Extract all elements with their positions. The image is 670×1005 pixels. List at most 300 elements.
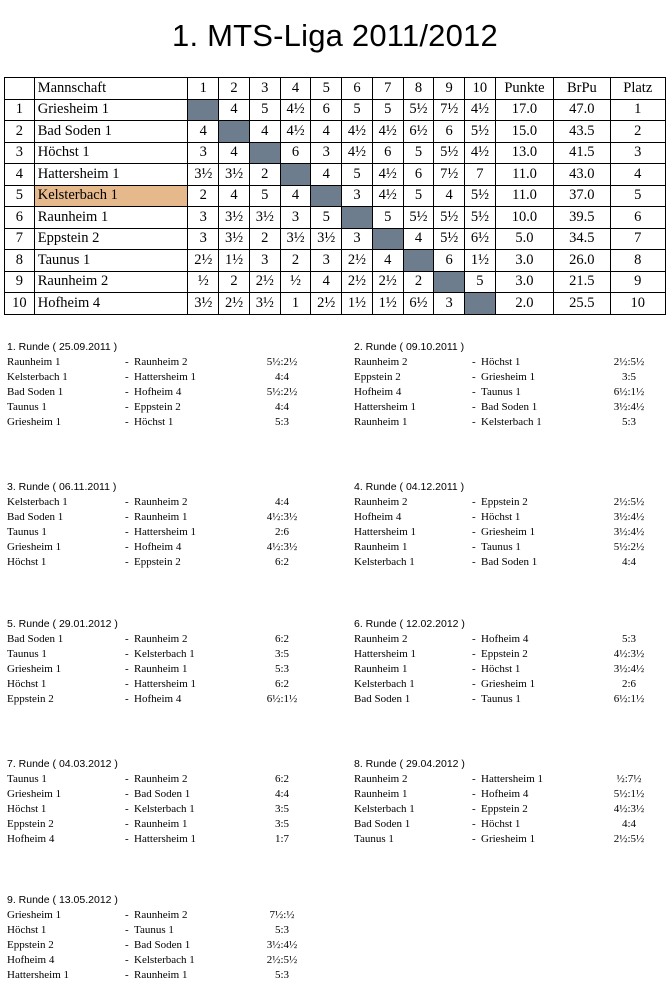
- rank-cell: 2: [610, 121, 665, 143]
- home-team: Kelsterbach 1: [354, 678, 415, 690]
- dash-separator: -: [472, 693, 476, 705]
- match-row: [354, 632, 664, 647]
- row-number: 1: [5, 99, 35, 121]
- result-cell: 2½: [342, 250, 373, 272]
- home-team: Raunheim 1: [354, 788, 408, 800]
- home-team: Eppstein 2: [354, 371, 401, 383]
- row-number: 5: [5, 185, 35, 207]
- home-team: Bad Soden 1: [354, 693, 411, 705]
- result-cell: 5½: [434, 228, 465, 250]
- table-row: [5, 121, 666, 143]
- home-team: Bad Soden 1: [7, 511, 64, 523]
- table-row: [5, 207, 666, 229]
- result-cell: 2: [188, 185, 219, 207]
- dash-separator: -: [472, 648, 476, 660]
- match-result: 3:5: [274, 648, 290, 660]
- match-row: [7, 370, 317, 385]
- column-header: 10: [465, 78, 496, 100]
- match-row: [354, 555, 664, 570]
- match-result: 4½:3½: [266, 511, 298, 523]
- rank-cell: 4: [610, 164, 665, 186]
- dash-separator: -: [472, 371, 476, 383]
- result-cell: 4½: [372, 121, 403, 143]
- home-team: Griesheim 1: [7, 416, 62, 428]
- match-result: 4:4: [274, 401, 290, 413]
- away-team: Bad Soden 1: [481, 556, 538, 568]
- column-header: BrPu: [554, 78, 610, 100]
- match-row: [7, 540, 317, 555]
- home-team: Hofheim 4: [7, 954, 55, 966]
- dash-separator: -: [472, 511, 476, 523]
- match-result: 3½:4½: [266, 939, 298, 951]
- result-cell: 4: [219, 99, 250, 121]
- match-result: 4:4: [274, 788, 290, 800]
- result-cell: 5½: [403, 99, 434, 121]
- away-team: Taunus 1: [134, 924, 174, 936]
- round-block: [7, 757, 317, 847]
- match-result: 5:3: [274, 416, 290, 428]
- result-cell: 5: [403, 185, 434, 207]
- result-cell: 4: [311, 271, 342, 293]
- column-header: 3: [249, 78, 280, 100]
- match-row: [7, 647, 317, 662]
- result-cell: 5: [342, 164, 373, 186]
- dash-separator: -: [125, 401, 129, 413]
- points-cell: 17.0: [495, 99, 553, 121]
- match-row: [7, 968, 317, 983]
- result-cell: 5½: [465, 121, 496, 143]
- away-team: Eppstein 2: [134, 401, 181, 413]
- result-cell: 6½: [465, 228, 496, 250]
- table-row: [5, 99, 666, 121]
- brpu-cell: 34.5: [554, 228, 610, 250]
- dash-separator: -: [125, 386, 129, 398]
- row-number: 2: [5, 121, 35, 143]
- points-cell: 13.0: [495, 142, 553, 164]
- match-row: [7, 787, 317, 802]
- home-team: Kelsterbach 1: [7, 496, 68, 508]
- result-cell: 5: [403, 142, 434, 164]
- away-team: Hattersheim 1: [134, 371, 197, 383]
- match-row: [354, 400, 664, 415]
- home-team: Hattersheim 1: [7, 969, 70, 981]
- dash-separator: -: [125, 939, 129, 951]
- match-result: 4½:3½: [266, 541, 298, 553]
- match-result: 6:2: [274, 633, 290, 645]
- brpu-cell: 47.0: [554, 99, 610, 121]
- round-block: [7, 480, 317, 570]
- home-team: Raunheim 2: [354, 773, 408, 785]
- dash-separator: -: [472, 541, 476, 553]
- result-cell: 5½: [403, 207, 434, 229]
- self-match-cell: [188, 99, 219, 121]
- match-result: 5:3: [621, 633, 637, 645]
- result-cell: 2½: [219, 293, 250, 315]
- dash-separator: -: [125, 788, 129, 800]
- match-row: [7, 355, 317, 370]
- brpu-cell: 41.5: [554, 142, 610, 164]
- result-cell: 4: [188, 121, 219, 143]
- team-name: Griesheim 1: [34, 99, 188, 121]
- home-team: Bad Soden 1: [7, 386, 64, 398]
- home-team: Griesheim 1: [7, 663, 62, 675]
- away-team: Hofheim 4: [134, 541, 182, 553]
- brpu-cell: 21.5: [554, 271, 610, 293]
- match-result: 5½:2½: [266, 386, 298, 398]
- home-team: Raunheim 1: [354, 663, 408, 675]
- column-header: 7: [372, 78, 403, 100]
- row-number: 3: [5, 142, 35, 164]
- home-team: Taunus 1: [354, 833, 394, 845]
- away-team: Griesheim 1: [481, 526, 536, 538]
- table-row: [5, 228, 666, 250]
- away-team: Hofheim 4: [481, 788, 529, 800]
- team-name: Bad Soden 1: [34, 121, 188, 143]
- self-match-cell: [465, 293, 496, 315]
- result-cell: 3½: [219, 228, 250, 250]
- match-result: 3:5: [274, 803, 290, 815]
- result-cell: 3: [342, 228, 373, 250]
- result-cell: 5: [372, 207, 403, 229]
- away-team: Griesheim 1: [481, 678, 536, 690]
- round-header: 1. Runde ( 25.09.2011 ): [7, 341, 118, 353]
- result-cell: 4: [311, 164, 342, 186]
- dash-separator: -: [472, 633, 476, 645]
- column-header: 9: [434, 78, 465, 100]
- away-team: Raunheim 2: [134, 633, 188, 645]
- result-cell: 1½: [219, 250, 250, 272]
- result-cell: 7½: [434, 164, 465, 186]
- result-cell: 2½: [249, 271, 280, 293]
- match-row: [354, 662, 664, 677]
- points-cell: 15.0: [495, 121, 553, 143]
- dash-separator: -: [472, 818, 476, 830]
- away-team: Eppstein 2: [481, 648, 528, 660]
- away-team: Raunheim 2: [134, 773, 188, 785]
- home-team: Griesheim 1: [7, 909, 62, 921]
- result-cell: 5½: [434, 142, 465, 164]
- home-team: Bad Soden 1: [354, 818, 411, 830]
- away-team: Bad Soden 1: [134, 788, 191, 800]
- match-row: [7, 632, 317, 647]
- match-row: [354, 370, 664, 385]
- away-team: Taunus 1: [481, 541, 521, 553]
- match-result: 4:4: [621, 556, 637, 568]
- table-body: [5, 99, 666, 314]
- team-name: Höchst 1: [34, 142, 188, 164]
- result-cell: 5: [465, 271, 496, 293]
- result-cell: 3: [188, 207, 219, 229]
- round-block: [7, 893, 317, 983]
- table-row: [5, 250, 666, 272]
- result-cell: 2: [280, 250, 311, 272]
- away-team: Raunheim 1: [134, 969, 188, 981]
- dash-separator: -: [472, 556, 476, 568]
- brpu-cell: 25.5: [554, 293, 610, 315]
- home-team: Kelsterbach 1: [354, 556, 415, 568]
- brpu-cell: 26.0: [554, 250, 610, 272]
- match-row: [354, 385, 664, 400]
- dash-separator: -: [125, 526, 129, 538]
- dash-separator: -: [125, 833, 129, 845]
- home-team: Kelsterbach 1: [7, 371, 68, 383]
- home-team: Eppstein 2: [7, 693, 54, 705]
- match-result: 4:4: [274, 496, 290, 508]
- result-cell: 5½: [465, 185, 496, 207]
- self-match-cell: [249, 142, 280, 164]
- result-cell: 3: [280, 207, 311, 229]
- result-cell: 2: [249, 228, 280, 250]
- result-cell: 6: [403, 164, 434, 186]
- round-header: 7. Runde ( 04.03.2012 ): [7, 758, 118, 770]
- home-team: Raunheim 2: [354, 633, 408, 645]
- result-cell: 4: [403, 228, 434, 250]
- home-team: Raunheim 1: [354, 416, 408, 428]
- team-name: Hofheim 4: [34, 293, 188, 315]
- result-cell: 4: [249, 121, 280, 143]
- dash-separator: -: [472, 663, 476, 675]
- match-result: 7½:½: [269, 909, 295, 921]
- result-cell: 4½: [465, 142, 496, 164]
- away-team: Höchst 1: [134, 416, 174, 428]
- result-cell: 4: [434, 185, 465, 207]
- round-header: 8. Runde ( 29.04.2012 ): [354, 758, 465, 770]
- round-header: 2. Runde ( 09.10.2011 ): [354, 341, 465, 353]
- match-result: ½:7½: [616, 773, 642, 785]
- dash-separator: -: [125, 678, 129, 690]
- result-cell: 4: [219, 185, 250, 207]
- dash-separator: -: [472, 496, 476, 508]
- dash-separator: -: [125, 356, 129, 368]
- home-team: Taunus 1: [7, 526, 47, 538]
- result-cell: 4: [280, 185, 311, 207]
- result-cell: 3: [311, 142, 342, 164]
- result-cell: 1½: [342, 293, 373, 315]
- rank-cell: 6: [610, 207, 665, 229]
- dash-separator: -: [472, 833, 476, 845]
- away-team: Hofheim 4: [134, 386, 182, 398]
- dash-separator: -: [125, 909, 129, 921]
- row-number: 6: [5, 207, 35, 229]
- away-team: Raunheim 1: [134, 663, 188, 675]
- away-team: Höchst 1: [481, 818, 521, 830]
- brpu-cell: 37.0: [554, 185, 610, 207]
- match-result: 3½:4½: [613, 511, 645, 523]
- home-team: Griesheim 1: [7, 541, 62, 553]
- row-number: 10: [5, 293, 35, 315]
- result-cell: 4½: [372, 185, 403, 207]
- dash-separator: -: [125, 693, 129, 705]
- home-team: Taunus 1: [7, 401, 47, 413]
- away-team: Höchst 1: [481, 511, 521, 523]
- home-team: Raunheim 1: [7, 356, 61, 368]
- result-cell: 5: [249, 99, 280, 121]
- round-header: 6. Runde ( 12.02.2012 ): [354, 618, 465, 630]
- dash-separator: -: [125, 818, 129, 830]
- match-row: [354, 802, 664, 817]
- match-row: [354, 647, 664, 662]
- points-cell: 5.0: [495, 228, 553, 250]
- away-team: Höchst 1: [481, 663, 521, 675]
- page-title: 1. MTS-Liga 2011/2012: [172, 18, 498, 53]
- table-header-row: [5, 78, 666, 100]
- away-team: Raunheim 1: [134, 818, 188, 830]
- result-cell: 4: [219, 142, 250, 164]
- away-team: Hattersheim 1: [481, 773, 544, 785]
- table-row: [5, 271, 666, 293]
- rank-cell: 5: [610, 185, 665, 207]
- row-number: 7: [5, 228, 35, 250]
- match-result: 6½:1½: [266, 693, 298, 705]
- match-row: [7, 400, 317, 415]
- match-result: 5½:2½: [266, 356, 298, 368]
- dash-separator: -: [125, 371, 129, 383]
- column-header: 1: [188, 78, 219, 100]
- result-cell: 2½: [188, 250, 219, 272]
- match-row: [7, 953, 317, 968]
- result-cell: 2: [249, 164, 280, 186]
- result-cell: 4½: [280, 121, 311, 143]
- column-header: Punkte: [495, 78, 553, 100]
- away-team: Raunheim 2: [134, 356, 188, 368]
- result-cell: 2: [219, 271, 250, 293]
- round-block: [7, 340, 317, 430]
- home-team: Taunus 1: [7, 773, 47, 785]
- away-team: Hofheim 4: [481, 633, 529, 645]
- away-team: Raunheim 2: [134, 909, 188, 921]
- rank-cell: 7: [610, 228, 665, 250]
- away-team: Taunus 1: [481, 693, 521, 705]
- result-cell: 1: [280, 293, 311, 315]
- result-cell: 3½: [188, 164, 219, 186]
- round-block: [354, 617, 664, 707]
- round-header: 3. Runde ( 06.11.2011 ): [7, 481, 117, 493]
- match-result: 4½:3½: [613, 648, 645, 660]
- result-cell: 3½: [280, 228, 311, 250]
- column-header: 4: [280, 78, 311, 100]
- dash-separator: -: [125, 541, 129, 553]
- away-team: Raunheim 2: [134, 496, 188, 508]
- result-cell: 3: [434, 293, 465, 315]
- match-row: [7, 385, 317, 400]
- dash-separator: -: [472, 773, 476, 785]
- match-row: [7, 832, 317, 847]
- rank-cell: 9: [610, 271, 665, 293]
- home-team: Eppstein 2: [7, 939, 54, 951]
- result-cell: 3: [249, 250, 280, 272]
- match-result: 1:7: [274, 833, 290, 845]
- result-cell: 2½: [311, 293, 342, 315]
- away-team: Hattersheim 1: [134, 678, 197, 690]
- dash-separator: -: [125, 969, 129, 981]
- result-cell: 2½: [342, 271, 373, 293]
- away-team: Hattersheim 1: [134, 526, 197, 538]
- match-row: [7, 525, 317, 540]
- match-result: 3½:4½: [613, 663, 645, 675]
- result-cell: 5½: [434, 207, 465, 229]
- round-block: [7, 617, 317, 707]
- match-row: [7, 923, 317, 938]
- away-team: Kelsterbach 1: [481, 416, 542, 428]
- result-cell: 4½: [280, 99, 311, 121]
- team-name: Hattersheim 1: [34, 164, 188, 186]
- self-match-cell: [311, 185, 342, 207]
- rank-cell: 8: [610, 250, 665, 272]
- dash-separator: -: [472, 803, 476, 815]
- column-header: Platz: [610, 78, 665, 100]
- home-team: Taunus 1: [7, 648, 47, 660]
- home-team: Bad Soden 1: [7, 633, 64, 645]
- match-result: 4:4: [274, 371, 290, 383]
- points-cell: 3.0: [495, 271, 553, 293]
- result-cell: 1½: [372, 293, 403, 315]
- row-number: 8: [5, 250, 35, 272]
- round-header: 4. Runde ( 04.12.2011 ): [354, 481, 465, 493]
- dash-separator: -: [472, 386, 476, 398]
- result-cell: 6: [280, 142, 311, 164]
- away-team: Eppstein 2: [134, 556, 181, 568]
- result-cell: 6½: [403, 293, 434, 315]
- match-row: [354, 355, 664, 370]
- match-result: 5:3: [274, 969, 290, 981]
- result-cell: 4: [372, 250, 403, 272]
- match-row: [354, 525, 664, 540]
- home-team: Hattersheim 1: [354, 648, 417, 660]
- points-cell: 2.0: [495, 293, 553, 315]
- team-name: Eppstein 2: [34, 228, 188, 250]
- self-match-cell: [372, 228, 403, 250]
- home-team: Hofheim 4: [354, 511, 402, 523]
- home-team: Höchst 1: [7, 678, 47, 690]
- result-cell: 4: [311, 121, 342, 143]
- match-result: 2:6: [621, 678, 637, 690]
- match-result: 6½:1½: [613, 386, 645, 398]
- away-team: Kelsterbach 1: [134, 954, 195, 966]
- match-result: 3:5: [274, 818, 290, 830]
- column-header: 6: [342, 78, 373, 100]
- result-cell: 4½: [465, 99, 496, 121]
- result-cell: 3½: [219, 164, 250, 186]
- away-team: Taunus 1: [481, 386, 521, 398]
- match-result: 5:3: [274, 663, 290, 675]
- match-row: [7, 662, 317, 677]
- away-team: Kelsterbach 1: [134, 648, 195, 660]
- self-match-cell: [280, 164, 311, 186]
- points-cell: 11.0: [495, 185, 553, 207]
- away-team: Kelsterbach 1: [134, 803, 195, 815]
- match-result: 4½:3½: [613, 803, 645, 815]
- match-row: [354, 510, 664, 525]
- rank-cell: 3: [610, 142, 665, 164]
- dash-separator: -: [472, 526, 476, 538]
- match-result: 3½:4½: [613, 401, 645, 413]
- result-cell: 2½: [372, 271, 403, 293]
- result-cell: 4½: [342, 142, 373, 164]
- home-team: Eppstein 2: [7, 818, 54, 830]
- result-cell: 4½: [342, 121, 373, 143]
- self-match-cell: [219, 121, 250, 143]
- match-result: 5½:2½: [613, 541, 645, 553]
- match-result: 5:3: [274, 924, 290, 936]
- match-row: [7, 510, 317, 525]
- home-team: Raunheim 1: [354, 541, 408, 553]
- column-header: [5, 78, 35, 100]
- match-result: 3:5: [621, 371, 637, 383]
- away-team: Raunheim 1: [134, 511, 188, 523]
- dash-separator: -: [472, 416, 476, 428]
- dash-separator: -: [472, 356, 476, 368]
- table-row: [5, 142, 666, 164]
